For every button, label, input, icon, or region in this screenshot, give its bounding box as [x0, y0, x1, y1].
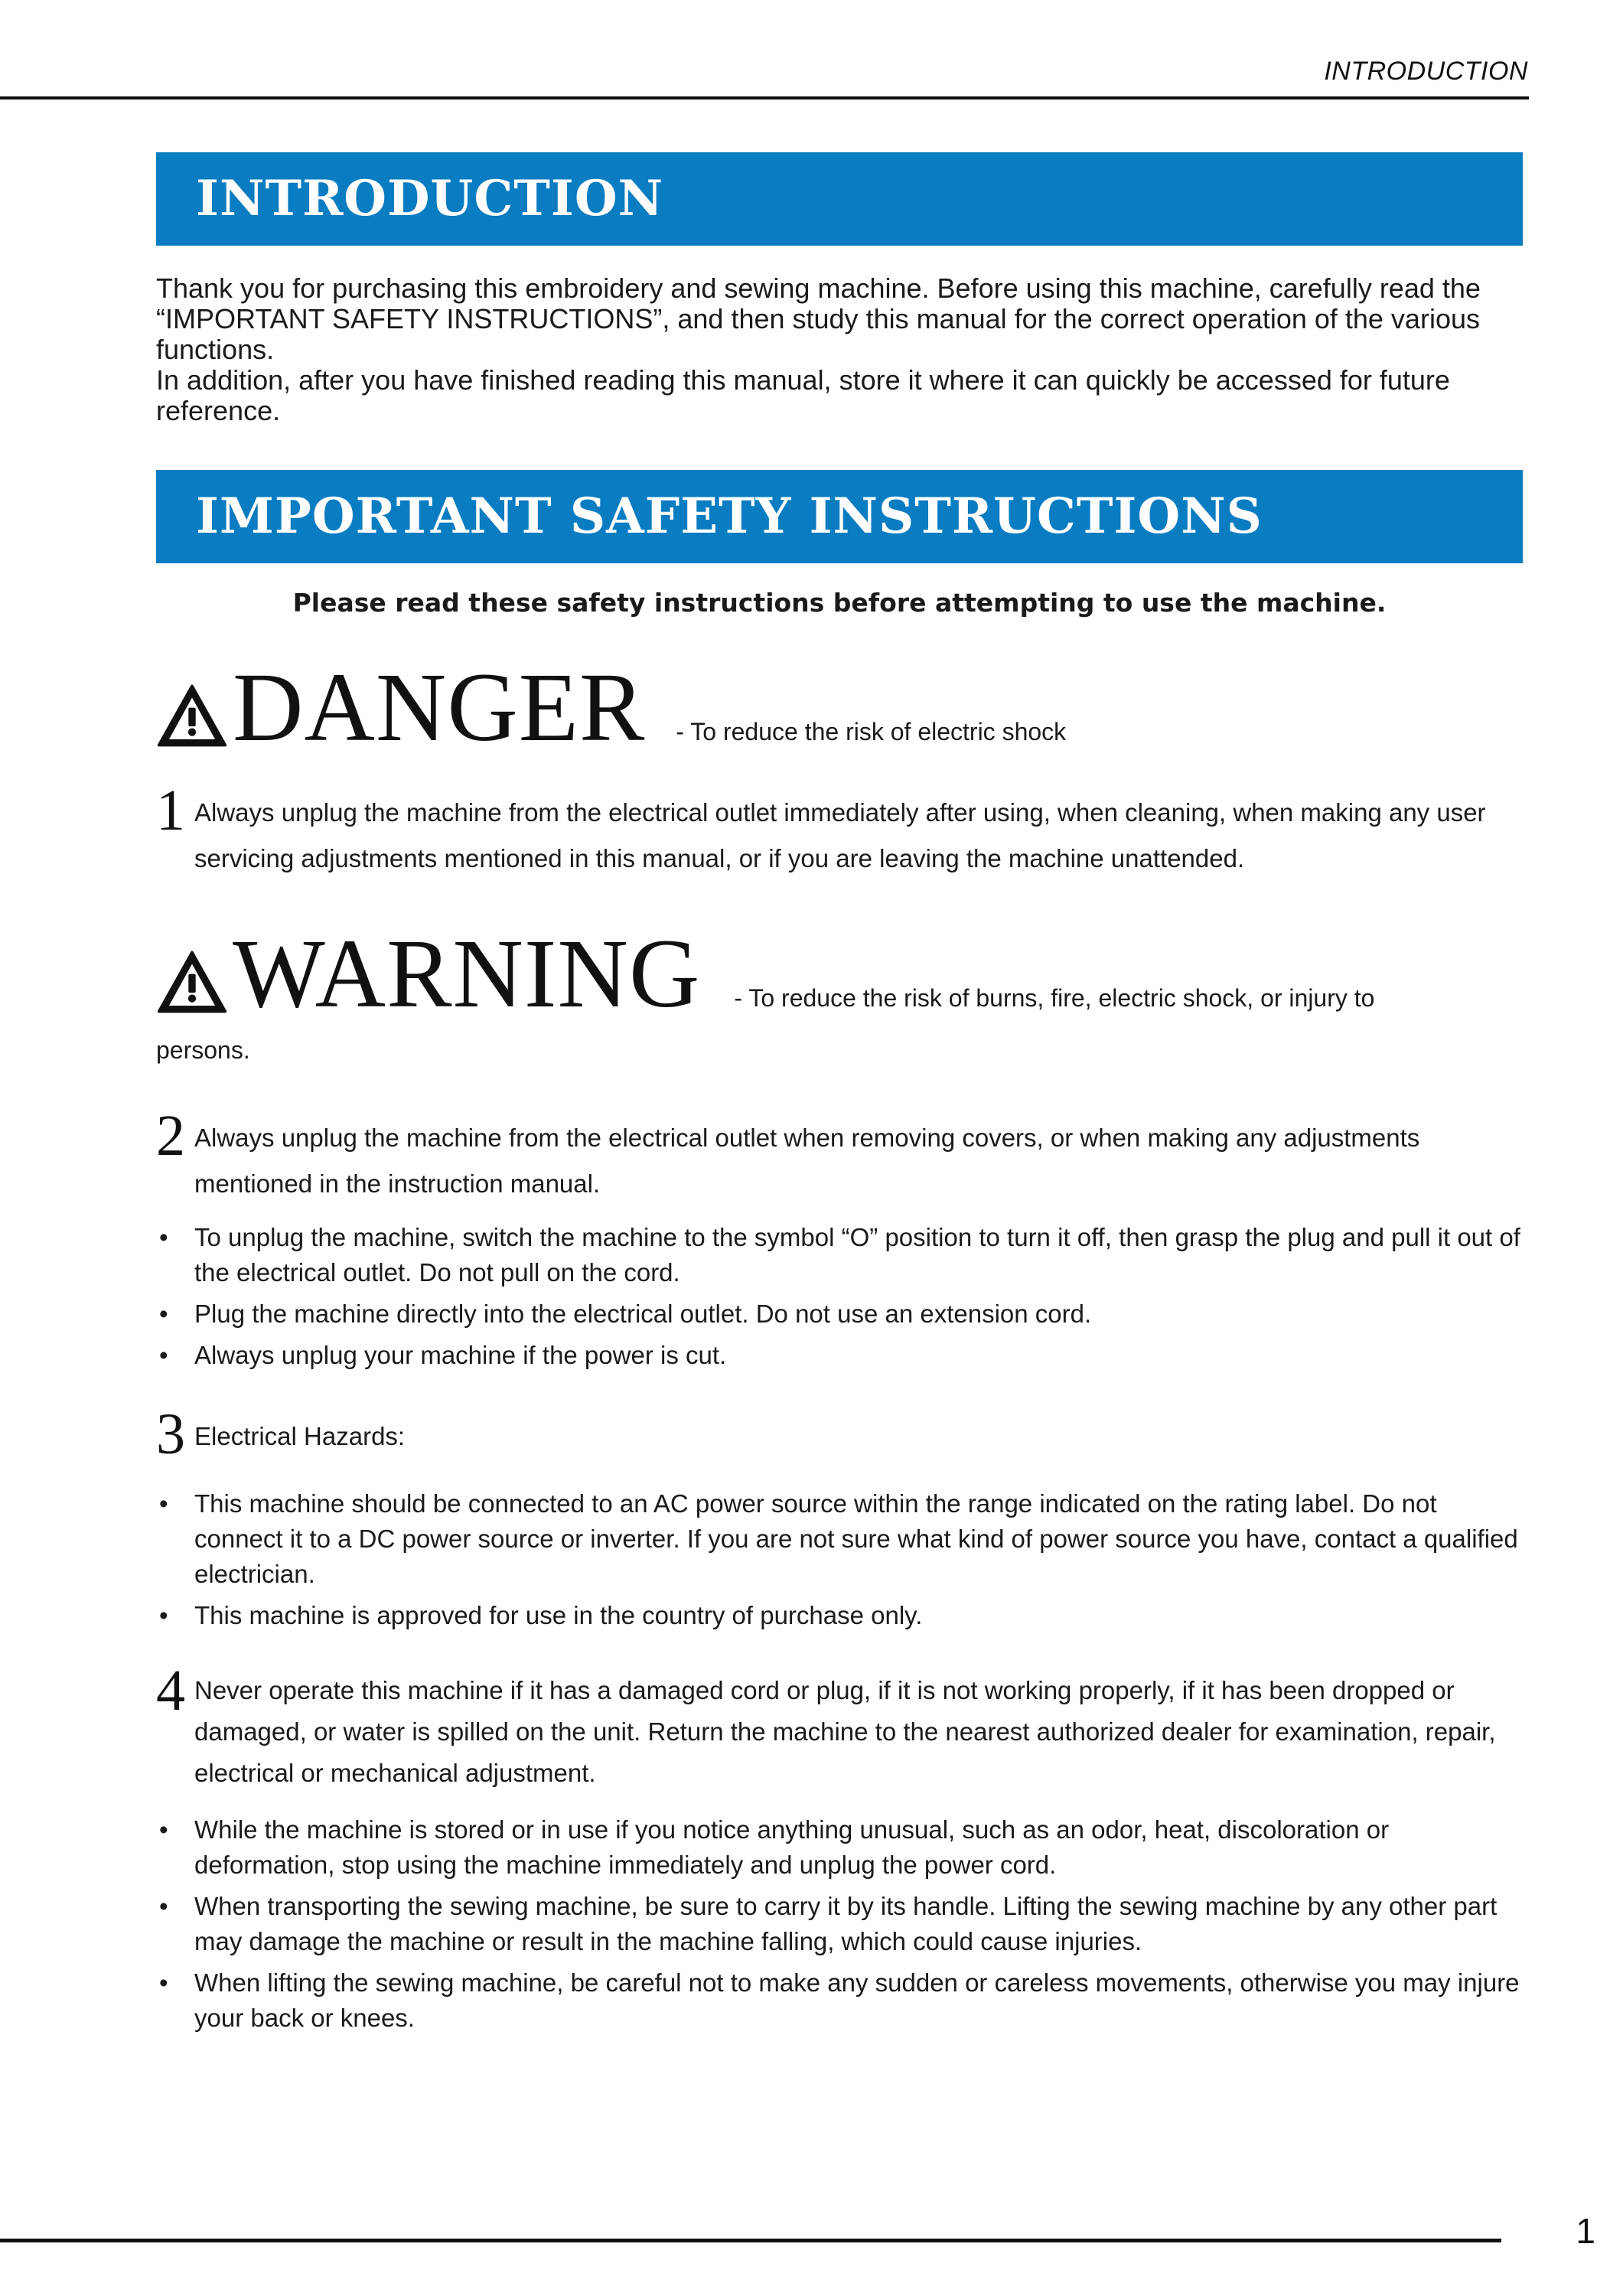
list-item: [156, 1598, 1526, 1633]
running-head: INTRODUCTION: [1324, 57, 1528, 86]
item-number: 1: [156, 778, 185, 843]
page-number: 1: [1576, 2211, 1595, 2251]
item-text: Never operate this machine if it has a damaged cord or plug, if it is not working properly, if it has been dropped or damaged, or water is spilled on the unit. Return the machine to the nearest authorized dealer for examination, repair, electrical or mechanical adjustment.: [194, 1676, 1496, 1787]
safety-item-2: [156, 1104, 1533, 1207]
danger-subtitle: - To reduce the risk of electric shock: [676, 718, 1067, 745]
list-item: [156, 1338, 1526, 1373]
bullet-text: This machine is approved for use in the country of purchase only.: [194, 1601, 923, 1629]
warning-triangle-icon: [156, 949, 228, 1015]
item-text: Always unplug the machine from the electrical outlet when removing covers, or when making any adjustments mentioned in the instruction manual.: [194, 1124, 1420, 1198]
safety-item-4: [156, 1658, 1533, 1794]
bullet-icon: •: [159, 1489, 168, 1518]
top-rule: [0, 96, 1529, 99]
list-item: [156, 1220, 1526, 1290]
bullet-text: When lifting the sewing machine, be careful not to make any sudden or careless movements, otherwise you may injure your back or knees.: [194, 1968, 1520, 2032]
item-text: Electrical Hazards:: [194, 1422, 406, 1450]
bullet-icon: •: [159, 1341, 168, 1369]
safety-banner: IMPORTANT SAFETY INSTRUCTIONS: [156, 470, 1523, 563]
danger-heading: [156, 653, 1067, 762]
warning-subtitle: - To reduce the risk of burns, fire, electric shock, or injury to: [734, 984, 1375, 1012]
warning-word: WARNING: [233, 919, 701, 1028]
item-3-bullets: [156, 1486, 1526, 1639]
safety-item-1: [156, 778, 1533, 882]
bullet-icon: •: [159, 1601, 168, 1629]
item-number: 4: [156, 1658, 185, 1723]
bullet-text: When transporting the sewing machine, be sure to carry it by its handle. Lifting the sewing machine by any other part may damage the machine or result in the machine falling, which could cause injuries.: [194, 1892, 1498, 1955]
list-item: [156, 1812, 1526, 1883]
bullet-icon: •: [159, 1300, 168, 1328]
danger-word: DANGER: [233, 653, 646, 762]
item-4-bullets: [156, 1812, 1526, 2042]
warning-triangle-icon: [156, 683, 228, 748]
bottom-rule: [0, 2239, 1501, 2242]
item-text: Always unplug the machine from the electrical outlet immediately after using, when cleaning, when making any user servicing adjustments mentioned in this manual, or if you are leaving the machine unattended.: [194, 798, 1486, 872]
intro-text: [156, 273, 1526, 426]
bullet-text: To unplug the machine, switch the machine to the symbol “O” position to turn it off, then grasp the plug and pull it out of the electrical outlet. Do not pull on the cord.: [194, 1223, 1520, 1287]
safety-item-3: [156, 1402, 1533, 1466]
intro-paragraph-2: In addition, after you have finished reading this manual, store it where it can quickly be accessed for future reference.: [156, 364, 1450, 426]
list-item: [156, 1486, 1526, 1592]
warning-heading: [156, 919, 1375, 1028]
list-item: [156, 1889, 1526, 1959]
item-number: 3: [156, 1402, 185, 1466]
bullet-icon: •: [159, 1968, 168, 1997]
bullet-icon: •: [159, 1223, 168, 1251]
intro-banner: INTRODUCTION: [156, 152, 1523, 246]
safety-subtitle: Please read these safety instructions before attempting to use the machine.: [292, 588, 1387, 618]
item-number: 2: [156, 1104, 185, 1168]
warning-subtitle-cont: persons.: [156, 1036, 250, 1064]
bullet-text: Plug the machine directly into the electrical outlet. Do not use an extension cord.: [194, 1300, 1092, 1328]
intro-paragraph-1: Thank you for purchasing this embroidery and sewing machine. Before using this machine, carefully read the “IMPORTANT SAFETY INSTRUCTIONS”, and then study this manual for the correct operation of the various functions.: [156, 272, 1481, 365]
bullet-icon: •: [159, 1815, 168, 1844]
bullet-text: This machine should be connected to an AC power source within the range indicated on the rating label. Do not connect it to a DC power source or inverter. If you are not sure what kind of power source you have, contact a qualified electrician.: [194, 1489, 1518, 1588]
bullet-text: While the machine is stored or in use if you notice anything unusual, such as an odor, heat, discoloration or deformation, stop using the machine immediately and unplug the power cord.: [194, 1815, 1390, 1879]
list-item: [156, 1965, 1526, 2036]
item-2-bullets: [156, 1220, 1526, 1379]
bullet-text: Always unplug your machine if the power is cut.: [194, 1341, 727, 1369]
bullet-icon: •: [159, 1892, 168, 1920]
list-item: [156, 1296, 1526, 1332]
